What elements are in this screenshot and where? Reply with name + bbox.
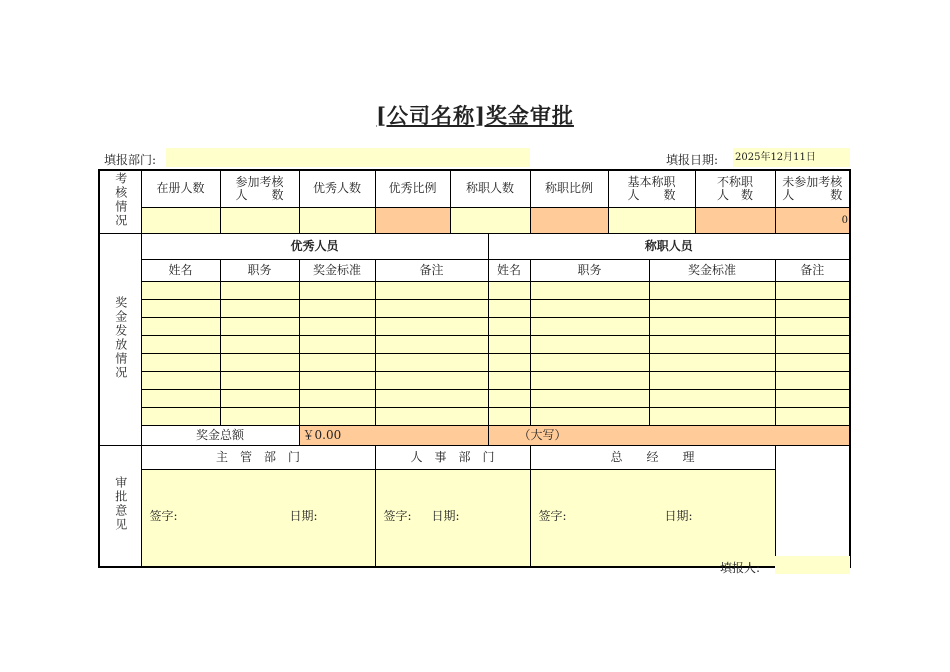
assessment-header: 参加考核 人 数 xyxy=(220,170,299,207)
sign-label: 签字: xyxy=(538,508,567,523)
table-row[interactable] xyxy=(99,317,850,335)
assessment-value-cell xyxy=(695,207,775,233)
sign-label: 签字: xyxy=(383,508,412,523)
date-label: 填报日期: xyxy=(666,153,719,167)
col-header-standard: 奖金标准 xyxy=(299,259,375,281)
dept-label: 填报部门: xyxy=(104,153,157,167)
assessment-header: 在册人数 xyxy=(141,170,220,207)
date-label: 日期: xyxy=(431,508,460,523)
filler-label: 填报人: xyxy=(720,561,761,575)
assessment-header: 不称职 人 数 xyxy=(695,170,775,207)
competent-staff-title: 称职人员 xyxy=(488,233,850,259)
date-field[interactable]: 2025年12月11日 xyxy=(733,148,850,167)
bonus-side-label: 奖金发放情况 xyxy=(99,233,141,445)
table-row[interactable] xyxy=(99,335,850,353)
col-header-standard: 奖金标准 xyxy=(649,259,775,281)
hr-dept-header: 人 事 部 门 xyxy=(375,445,530,469)
bonus-capital-amount: （大写） xyxy=(488,425,850,445)
table-row[interactable] xyxy=(99,353,850,371)
table-row[interactable] xyxy=(99,389,850,407)
col-header-position: 职务 xyxy=(530,259,649,281)
col-header-position: 职务 xyxy=(220,259,299,281)
bonus-total-label: 奖金总额 xyxy=(141,425,299,445)
assessment-value-cell[interactable] xyxy=(608,207,695,233)
table-row[interactable] xyxy=(99,371,850,389)
table-row[interactable] xyxy=(99,407,850,425)
sign-label: 签字: xyxy=(149,508,178,523)
assessment-value-cell[interactable] xyxy=(299,207,375,233)
general-manager-header: 总 经 理 xyxy=(530,445,775,469)
date-label: 日期: xyxy=(664,508,693,523)
filler-field[interactable] xyxy=(775,556,850,574)
table-row[interactable] xyxy=(99,281,850,299)
general-manager-opinion[interactable] xyxy=(530,469,775,567)
assessment-value-cell[interactable] xyxy=(220,207,299,233)
dept-field[interactable] xyxy=(166,148,530,167)
not-assessed-value: 0 xyxy=(775,207,850,233)
date-label: 日期: xyxy=(289,508,318,523)
assessment-header: 称职比例 xyxy=(530,170,608,207)
table-row[interactable] xyxy=(99,299,850,317)
assessment-value-cell[interactable] xyxy=(450,207,530,233)
bonus-approval-form xyxy=(98,169,851,568)
assessment-header: 优秀比例 xyxy=(375,170,450,207)
assessment-header: 称职人数 xyxy=(450,170,530,207)
assessment-header: 优秀人数 xyxy=(299,170,375,207)
assessment-ratio-cell xyxy=(375,207,450,233)
col-header-remark: 备注 xyxy=(375,259,488,281)
approval-side-label: 审批意见 xyxy=(99,445,141,567)
col-header-name: 姓名 xyxy=(141,259,220,281)
assessment-header: 基本称职 人 数 xyxy=(608,170,695,207)
hr-dept-opinion[interactable] xyxy=(375,469,530,567)
dept-manager-opinion[interactable] xyxy=(141,469,375,567)
col-header-name: 姓名 xyxy=(488,259,530,281)
assessment-side-label: 考核情况 xyxy=(99,170,141,233)
page-title: [公司名称]奖金审批 xyxy=(376,103,574,128)
assessment-ratio-cell xyxy=(530,207,608,233)
excellent-staff-title: 优秀人员 xyxy=(141,233,488,259)
dept-manager-header: 主 管 部 门 xyxy=(141,445,375,469)
col-header-remark: 备注 xyxy=(775,259,850,281)
bonus-total-value: ￥0.00 xyxy=(299,425,488,445)
assessment-header: 未参加考核 人 数 xyxy=(775,170,850,207)
assessment-value-cell[interactable] xyxy=(141,207,220,233)
